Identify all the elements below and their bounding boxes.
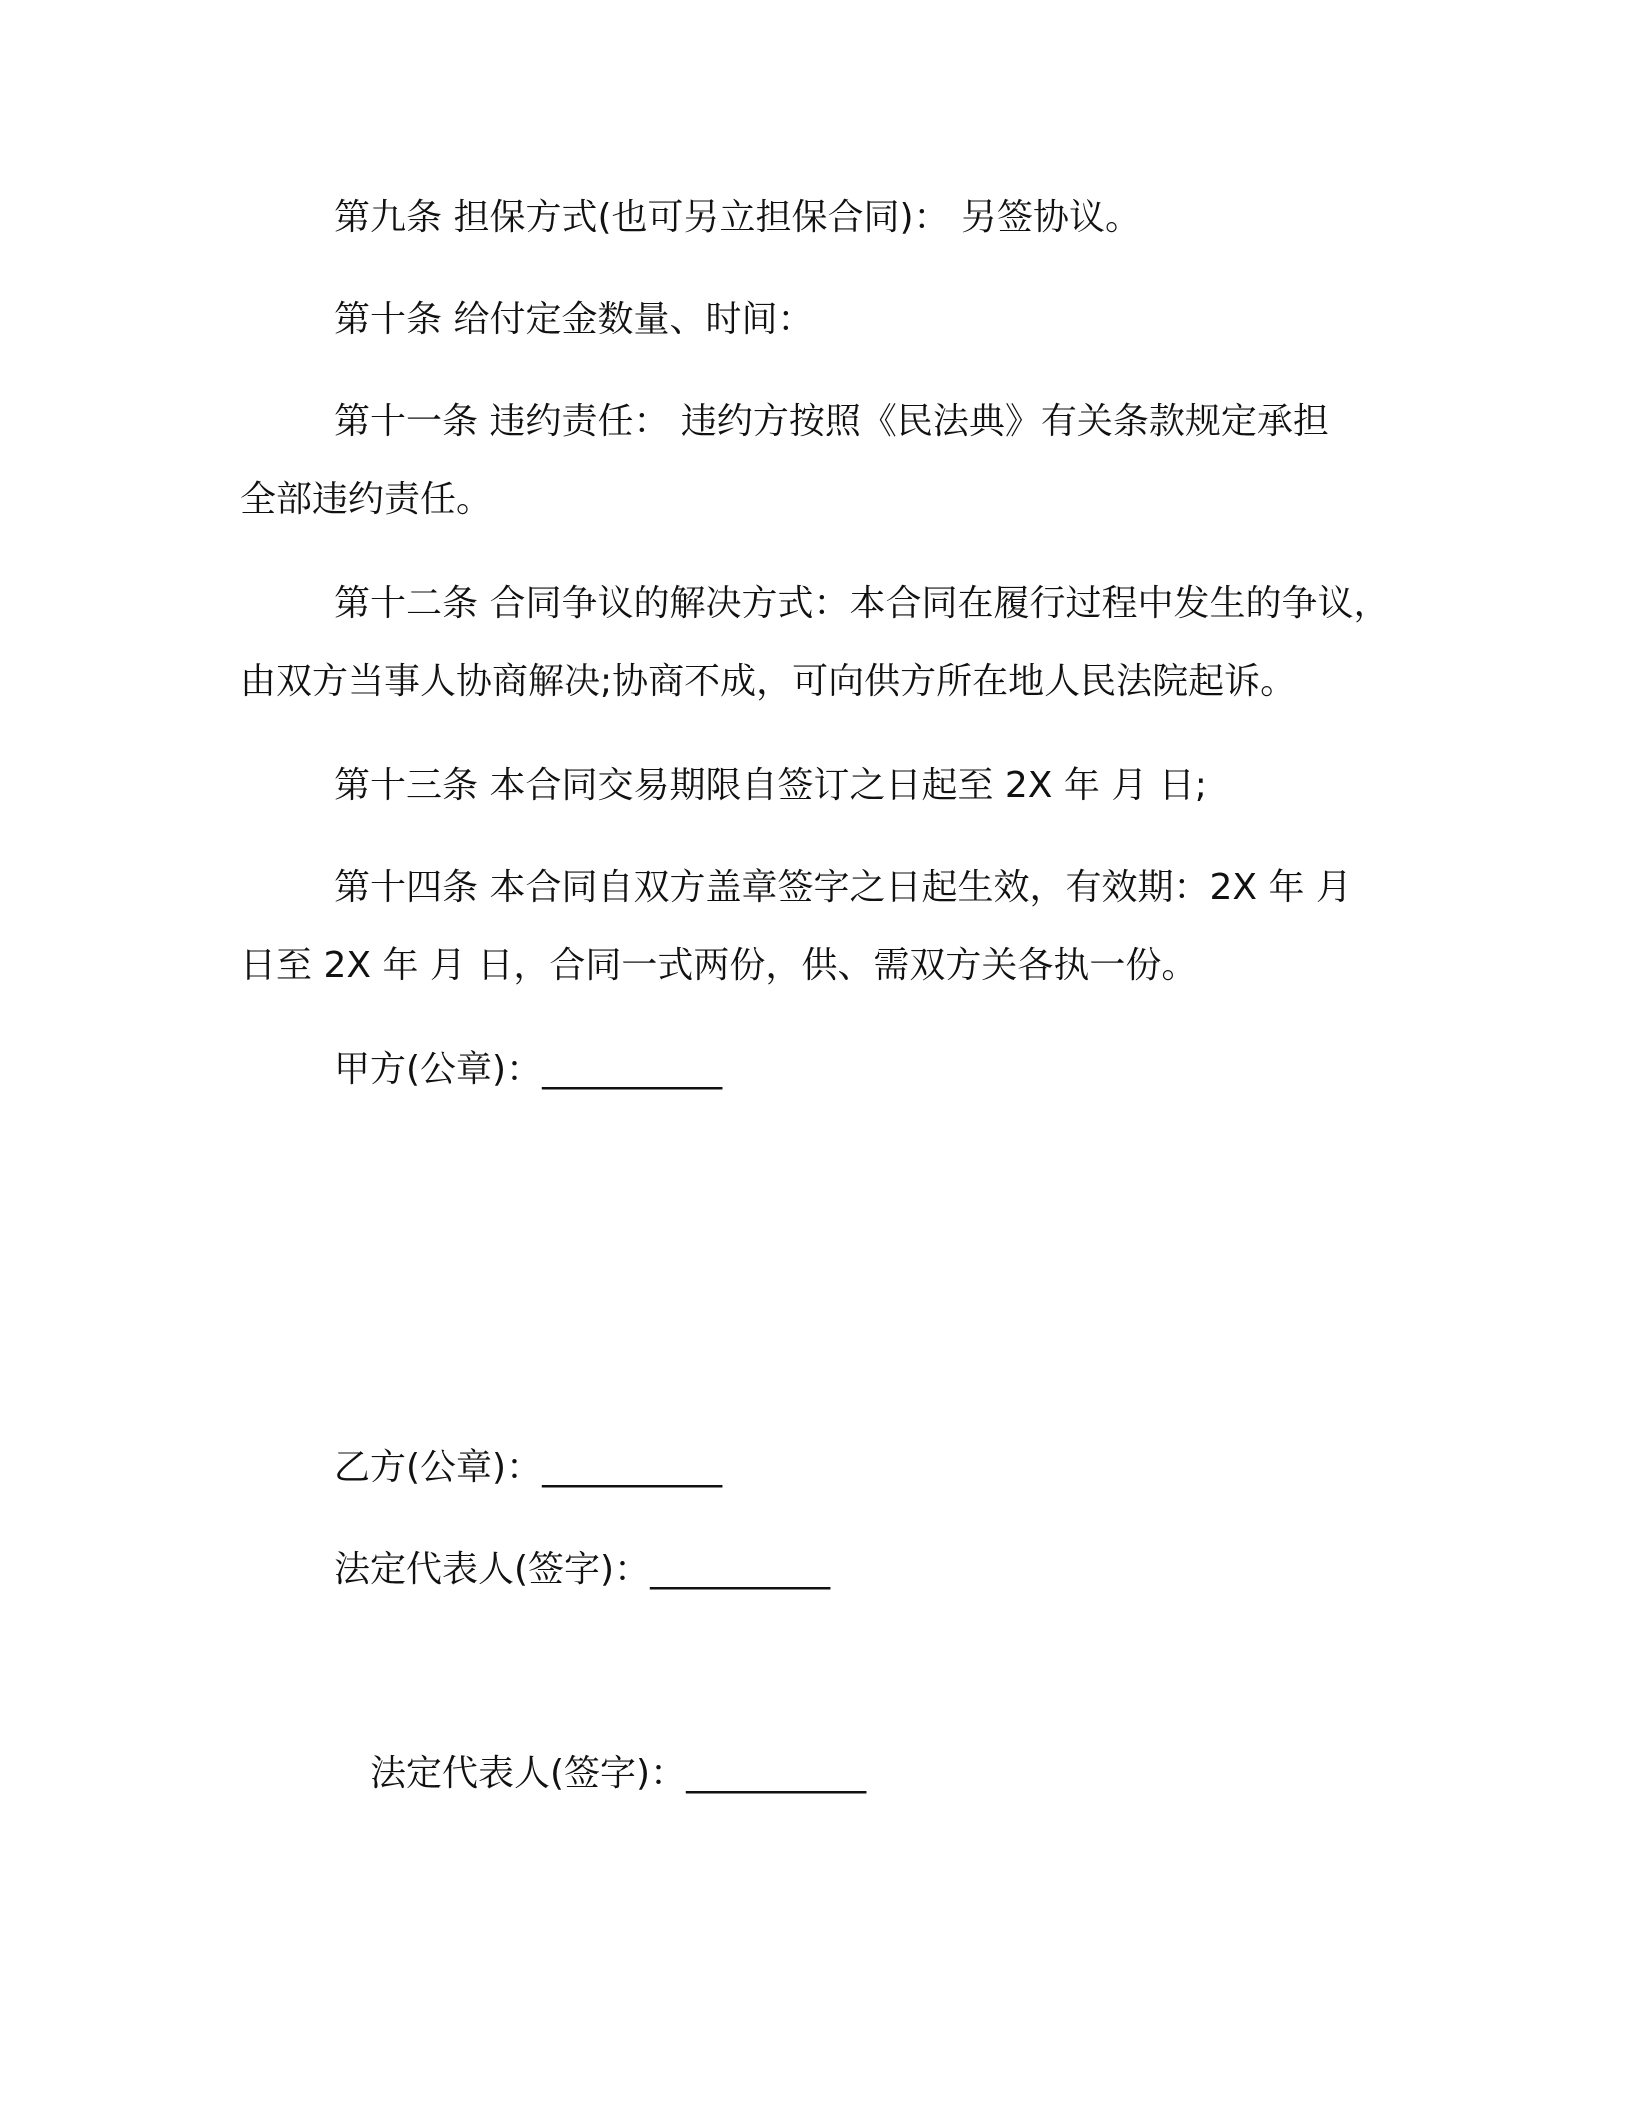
clause-14-line-2: 日至 2X 年 月 日，合同一式两份，供、需双方关各执一份。	[240, 945, 1198, 986]
clause-13: 第十三条 本合同交易期限自签订之日起至 2X 年 月 日;	[334, 765, 1207, 806]
party-b-seal: 乙方(公章)：__________	[334, 1447, 723, 1488]
legal-representative-signature-2: 法定代表人(签字)：__________	[370, 1753, 867, 1794]
clause-12-line-2: 由双方当事人协商解决;协商不成，可向供方所在地人民法院起诉。	[240, 661, 1297, 702]
clause-11-line-1: 第十一条 违约责任： 违约方按照《民法典》有关条款规定承担	[334, 401, 1329, 442]
clause-12-line-1: 第十二条 合同争议的解决方式：本合同在履行过程中发生的争议，	[334, 583, 1390, 624]
clause-14-line-1: 第十四条 本合同自双方盖章签字之日起生效，有效期：2X 年 月	[334, 867, 1352, 908]
clause-11-line-2: 全部违约责任。	[240, 479, 493, 520]
legal-representative-signature-1: 法定代表人(签字)：__________	[334, 1549, 831, 1590]
clause-9: 第九条 担保方式(也可另立担保合同)： 另签协议。	[334, 197, 1141, 238]
clause-10: 第十条 给付定金数量、时间：	[334, 299, 814, 340]
party-a-seal: 甲方(公章)：__________	[334, 1049, 723, 1090]
